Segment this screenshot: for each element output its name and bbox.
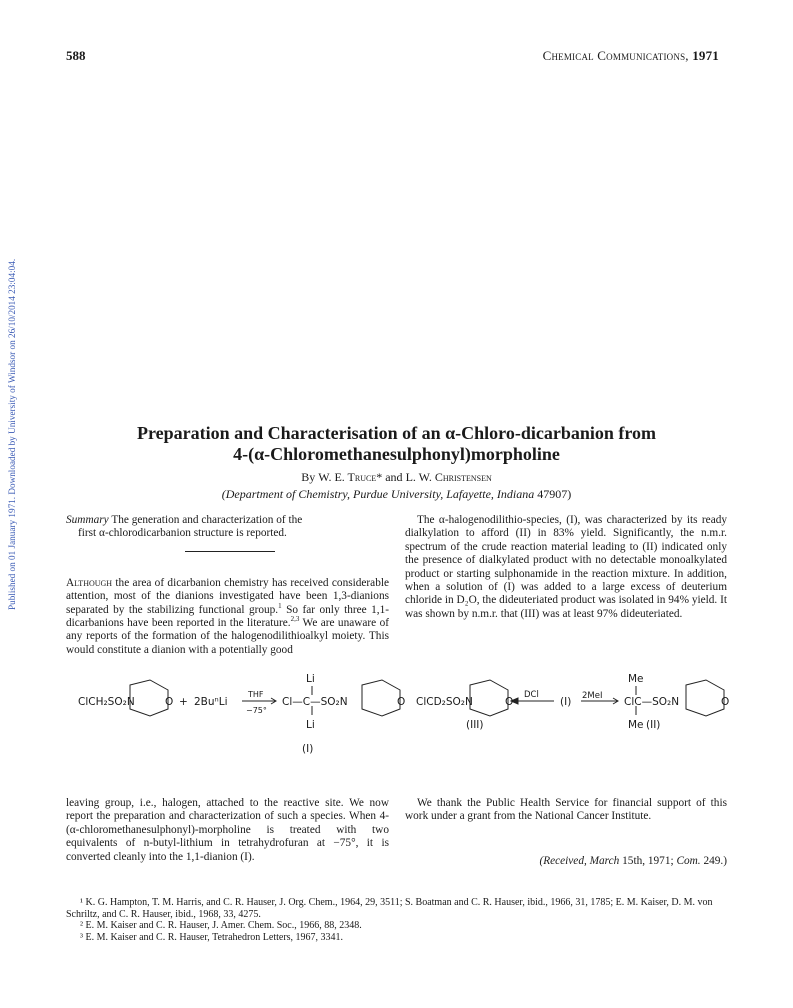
scheme-plus: + <box>179 696 188 708</box>
title-line-2: 4-(α-Chloromethanesulphonyl)morpholine <box>233 444 560 464</box>
title-line-1: Preparation and Characterisation of an α-Chloro-dicarbanion from <box>136 423 657 443</box>
reference-2: ² E. M. Kaiser and C. R. Hauser, J. Amer. Chem. Soc., 1966, 88, 2348. <box>80 920 362 931</box>
ring-O-4: O <box>721 696 730 708</box>
journal-name: Chemical Communications, <box>542 48 689 63</box>
corresponding-mark: * <box>376 470 383 484</box>
author-truce: W. E. Truce <box>318 470 377 484</box>
dropcap-word: Although <box>66 576 113 589</box>
references <box>66 897 727 943</box>
intro-text-a: the area of dicarbanion chemistry has received considerable attention, most of the dianions investigated have been 1,3-dianions separated by the stabilizing functional group. <box>66 576 389 616</box>
running-head <box>543 48 719 64</box>
scheme-dianion: Cl—C—SO₂N <box>282 696 348 708</box>
ring-O-1: O <box>165 696 174 708</box>
morpholine-ring-4 <box>686 680 724 716</box>
scheme-product-II: ClC—SO₂N <box>624 696 680 708</box>
scheme-mid-I: (I) <box>560 696 572 708</box>
reagent-mei: 2MeI <box>582 691 603 701</box>
article-title <box>60 423 733 465</box>
summary-text-2: first α-chlorodicarbanion structure is reported. <box>78 527 287 540</box>
page-number: 588 <box>66 48 86 63</box>
ring-O-3: O <box>505 696 514 708</box>
scheme-me-bottom: Me <box>628 719 644 731</box>
com-label: Com. <box>676 855 701 867</box>
acknowledgement: We thank the Public Health Service for financial support of this work under a grant from the National Cancer Institute. <box>405 797 727 823</box>
scheme-li-bottom: Li <box>306 719 315 731</box>
scheme-reagent: 2BuⁿLi <box>194 696 228 708</box>
intro-text-b: So far only three 1,1-dicarbanions have been reported in the literature. <box>66 603 389 630</box>
by-word: By <box>301 470 316 484</box>
reference-3: ³ E. M. Kaiser and C. R. Hauser, Tetrahedron Letters, 1967, 3341. <box>80 931 344 943</box>
affiliation-zip: 47907) <box>537 487 572 501</box>
scheme-product-III: ClCD₂SO₂N <box>416 696 473 708</box>
scheme-reactant: ClCH₂SO₂N <box>78 696 135 708</box>
compound-label-II: (II) <box>646 719 661 731</box>
ref-1[interactable]: 1 <box>278 601 282 610</box>
com-number: 249.) <box>703 855 727 867</box>
and-word: and <box>385 470 403 484</box>
left-column-bottom <box>66 797 389 864</box>
compound-label-III: (III) <box>466 719 484 731</box>
summary <box>66 514 389 541</box>
results-paragraph: The α-halogenodilithio-species, (I), was characterized by its ready dialkylation to afford (II) in 83% yield. Significantly, the n.m.r. spectrum of the crude reaction material leading to (II) indicated only the presence of dialkylated product with no detectable monoalkylated product or starting sulphonamide in the reaction mixture. In addition, when a solution of (I) was added to a large excess of deuterium chloride in D₂O, the dideuteriated product was isolated in 94% yield. It was shown by n.m.r. that (III) was at least 97% dideuteriated. <box>405 514 727 620</box>
summary-lead: Summary <box>66 514 109 526</box>
condition-thf: THF <box>248 690 264 699</box>
journal-year: 1971 <box>692 48 719 63</box>
author-christensen: L. W. Christensen <box>405 470 492 484</box>
reagent-dcl: DCl <box>524 690 539 700</box>
reaction-scheme <box>66 672 730 792</box>
reference-1: ¹ K. G. Hampton, T. M. Harris, and C. R. Hauser, J. Org. Chem., 1964, 29, 3511; S. Boatman and C. R. Hauser, ibid., 1966, 31, 1785; E. M. Kaiser, D. M. von Schriltz, and C. R. Hauser, ibid., 1968, 33, 4275. <box>66 897 713 920</box>
ring-O-2: O <box>397 696 406 708</box>
author-line <box>60 470 733 485</box>
ref-2-3[interactable]: 2,3 <box>290 615 300 624</box>
download-notice[interactable]: Published on 01 January 1971. Downloaded by University of Windsor on 26/10/2014 23:04:04. <box>7 258 17 610</box>
intro-paragraph <box>66 577 389 657</box>
received-label: (Received, March <box>539 855 620 867</box>
morpholine-ring-3 <box>470 680 508 716</box>
summary-divider <box>185 551 275 552</box>
compound-label-I: (I) <box>302 743 314 755</box>
received-line <box>405 855 727 867</box>
morpholine-ring-1 <box>130 680 168 716</box>
scheme-me-top: Me <box>628 673 644 685</box>
morpholine-ring-2 <box>362 680 400 716</box>
affiliation <box>60 487 733 502</box>
intro-text-c: We are unaware of any reports of the formation of the halogenodilithioalkyl moiety. This would constitute a dianion with a potentially good <box>66 617 389 656</box>
affiliation-dept: (Department of Chemistry, Purdue University, Lafayette, Indiana <box>221 487 535 501</box>
condition-temp: −75° <box>246 706 267 715</box>
left-column-top <box>66 514 389 657</box>
right-column-top <box>405 514 727 621</box>
received-date: 15th, 1971; <box>622 855 674 867</box>
right-column-bottom <box>405 797 727 824</box>
scheme-li-top: Li <box>306 673 315 685</box>
continuation-paragraph: leaving group, i.e., halogen, attached to the reactive site. We now report the preparation and characterization of such a species. When 4-(α-chloromethanesulphonyl)-morpholine is treated with two equivalents of n-butyl-lithium in tetrahydrofuran at −75°, it is converted cleanly into the 1,1-dianion (I). <box>66 797 389 863</box>
summary-text-1: The generation and characterization of the <box>111 514 303 526</box>
